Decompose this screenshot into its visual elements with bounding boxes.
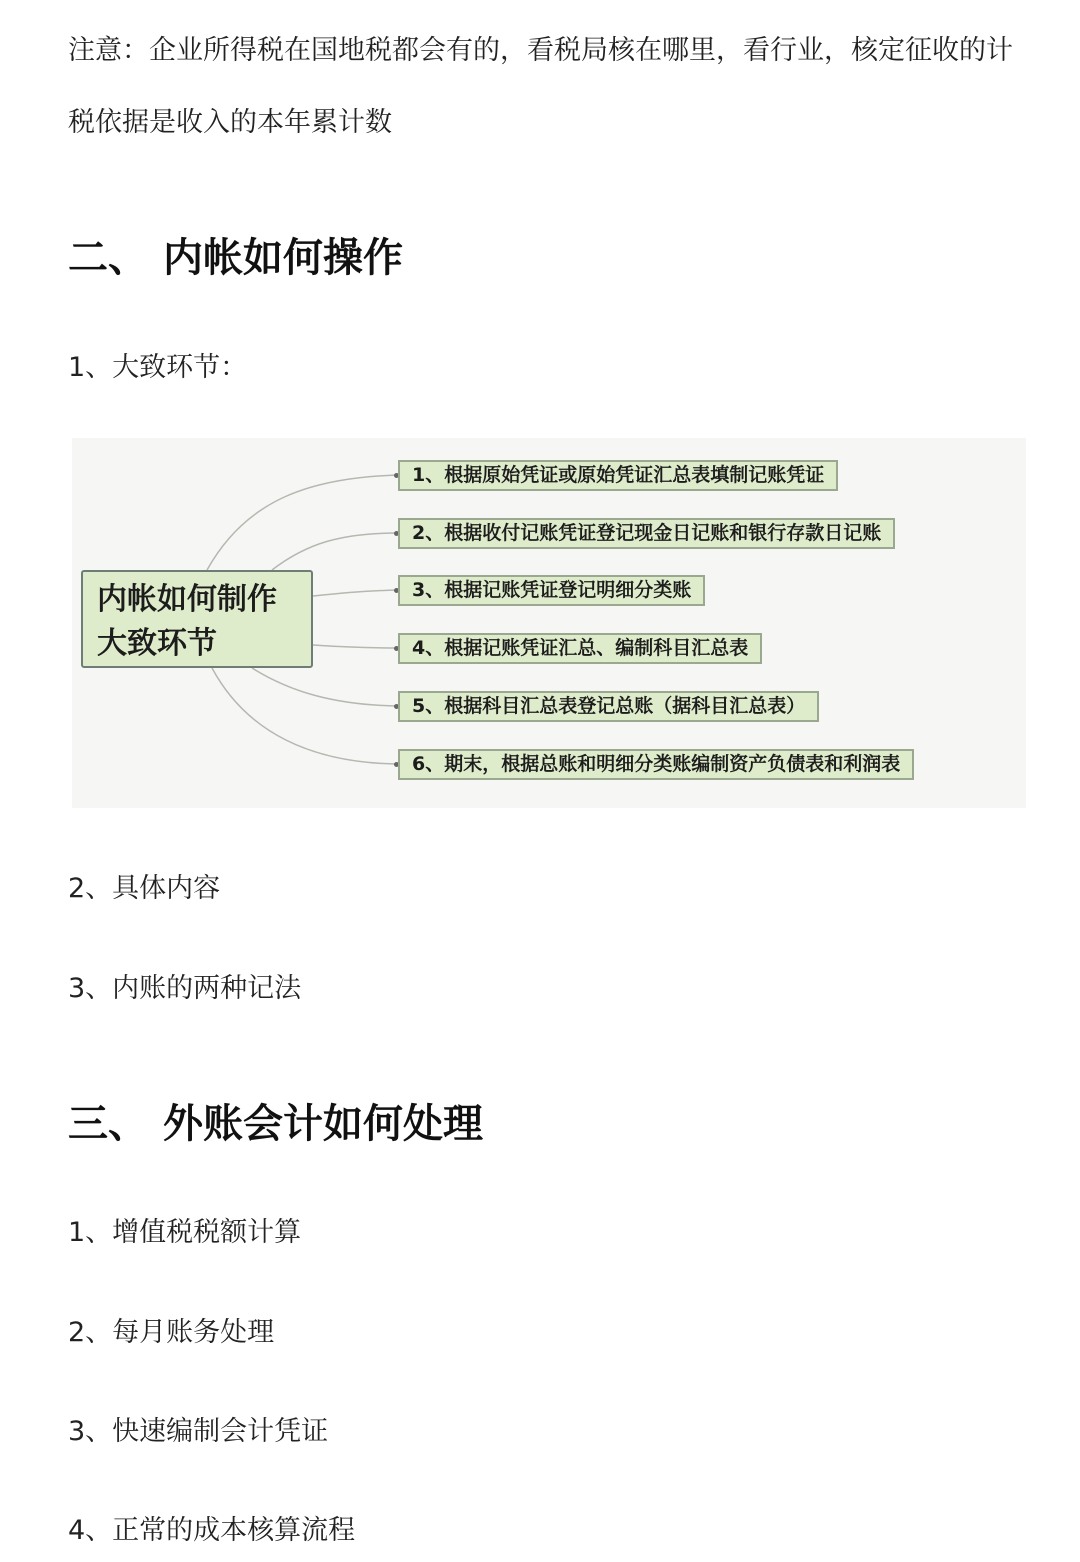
- section-3-item-3: 3、快速编制会计凭证: [68, 1416, 329, 1447]
- section-3-item-1: 1、增值税税额计算: [68, 1217, 302, 1248]
- mindmap-step-6: 6、期末，根据总账和明细分类账编制资产负债表和利润表: [398, 749, 914, 780]
- section-3-title: 外账会计如何处理: [163, 1101, 483, 1147]
- section-2-item-3: 3、内账的两种记法: [68, 973, 302, 1004]
- connector-1: [207, 475, 398, 570]
- section-2-title: 内帐如何操作: [163, 235, 403, 281]
- mindmap-step-1: 1、根据原始凭证或原始凭证汇总表填制记账凭证: [398, 460, 838, 491]
- mindmap-center-node: [81, 570, 313, 668]
- mindmap-step-4: 4、根据记账凭证汇总、编制科目汇总表: [398, 633, 762, 664]
- note-line-1: 注意：企业所得税在国地税都会有的，看税局核在哪里，看行业，核定征收的计: [68, 35, 1013, 66]
- section-2-number: 二、: [68, 235, 148, 281]
- connector-4: [313, 645, 398, 648]
- mindmap-step-3: 3、根据记账凭证登记明细分类账: [398, 575, 705, 606]
- note-line-2: 税依据是收入的本年累计数: [68, 107, 392, 138]
- connector-5: [252, 668, 398, 706]
- connector-6: [212, 668, 398, 764]
- mindmap-step-2: 2、根据收付记账凭证登记现金日记账和银行存款日记账: [398, 518, 895, 549]
- center-node-line-1: 内帐如何制作: [97, 582, 277, 617]
- center-node-line-2: 大致环节: [97, 626, 217, 661]
- section-2-item-2: 2、具体内容: [68, 873, 221, 904]
- mindmap-diagram: [72, 438, 1026, 808]
- section-3-number: 三、: [68, 1101, 148, 1147]
- section-3-item-2: 2、每月账务处理: [68, 1317, 275, 1348]
- connector-2: [272, 533, 398, 570]
- section-3-item-4: 4、正常的成本核算流程: [68, 1515, 356, 1546]
- connector-3: [313, 590, 398, 596]
- section-2-heading: [68, 226, 403, 283]
- section-3-heading: [68, 1092, 483, 1149]
- mindmap-step-5: 5、根据科目汇总表登记总账（据科目汇总表）: [398, 691, 819, 722]
- section-2-item-1: 1、大致环节：: [68, 352, 248, 383]
